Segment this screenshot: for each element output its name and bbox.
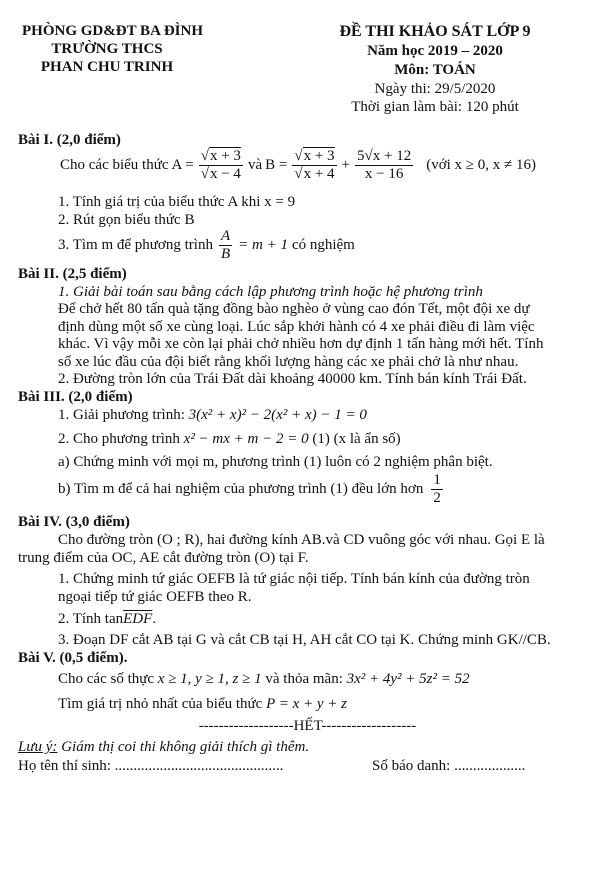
school-header	[22, 22, 203, 76]
bai3-heading: Bài III. (2,0 điểm)	[18, 389, 133, 405]
bai2-p2: định dùng một số xe cùng loại. Lúc sắp khởi hành có 4 xe phải điều đi làm việc	[58, 319, 535, 335]
bai2-heading: Bài II. (2,5 điểm)	[18, 266, 127, 282]
bai3-qb	[58, 472, 445, 508]
bai4-p1: Cho đường tròn (O ; R), hai đường kính AB.và CD vuông góc với nhau. Gọi E là	[58, 532, 545, 548]
bai1-expressions	[60, 148, 536, 184]
exam-date: Ngày thi: 29/5/2020	[374, 80, 496, 97]
bai5-p1-mid: và thỏa mãn:	[265, 671, 343, 687]
bai3-q2-pre: 2. Cho phương trình	[58, 431, 180, 447]
bai1-heading: Bài I. (2,0 điểm)	[18, 132, 121, 148]
ratio-eq: = m + 1	[238, 237, 288, 254]
note	[18, 738, 309, 757]
bai5-constraint: 3x² + 4y² + 5z² = 52	[346, 671, 470, 687]
ratio-den: B	[220, 246, 231, 263]
bai5-p2	[58, 695, 347, 714]
exam-title: ĐỀ THI KHẢO SÁT LỚP 9	[339, 23, 531, 40]
bai4-q2-end: .	[152, 611, 157, 627]
expr-b-t1-num: x + 3	[303, 148, 335, 164]
candidate-name: Họ tên thí sinh: .............................................	[18, 758, 284, 774]
angle-edf: $\overline{EDF}$	[123, 611, 153, 627]
exam-header	[300, 22, 570, 117]
expr-b-term2	[355, 148, 413, 184]
expr-b-term1	[292, 148, 336, 184]
bai3-q1	[58, 406, 367, 425]
bai3-q1-pre: 1. Giải phương trình:	[58, 407, 185, 423]
bai2-p3: khác. Vì vậy mỗi xe còn lại phải chở nhiều hơn dự định 1 tấn hàng mới hết. Tính	[58, 336, 544, 352]
bai5-condition: x ≥ 1, y ≥ 1, z ≥ 1	[157, 671, 262, 687]
and-word: và	[247, 157, 263, 174]
bai3-q2-post: (1) (x là ẩn số)	[312, 431, 401, 447]
school-year: Năm học 2019 – 2020	[367, 43, 503, 59]
expr-b-label: B =	[265, 157, 288, 174]
note-label: Lưu ý:	[18, 739, 58, 755]
bai1-q3-pre: 3. Tìm m để phương trình	[58, 237, 213, 254]
bai2-q1: 1. Giải bài toán sau bằng cách lập phương trình hoặc hệ phương trình	[58, 284, 483, 300]
expr-a-den: x − 4	[209, 166, 241, 183]
bai5-p2-pre: Tìm giá trị nhỏ nhất của biểu thức	[58, 696, 263, 712]
bai2-p1: Để chở hết 80 tấn quà tặng đồng bào nghèo ở vùng cao đón Tết, một đội xe dự	[58, 301, 530, 317]
expr-b-t2-den: x − 16	[364, 166, 404, 183]
plus-sign: +	[341, 157, 350, 174]
half-num: 1	[431, 472, 443, 490]
bai5-p1-pre: Cho các số thực	[58, 671, 155, 687]
exam-duration: Thời gian làm bài: 120 phút	[351, 99, 519, 116]
bai1-q3-post: có nghiệm	[291, 237, 355, 254]
bai1-q1: 1. Tính giá trị của biểu thức A khi x = 9	[58, 194, 296, 210]
bai3-qa: a) Chứng minh với mọi m, phương trình (1) luôn có 2 nghiệm phân biệt.	[58, 454, 493, 470]
expr-a-num: x + 3	[209, 148, 241, 164]
bai4-q2	[58, 610, 156, 629]
expr-b-t1-den: x + 4	[303, 166, 335, 183]
school-type: TRƯỜNG THCS	[51, 41, 163, 57]
expr-a-label: A =	[171, 157, 194, 174]
bai3-qb-text: b) Tìm m để cả hai nghiệm của phương trình (1) đều lớn hơn	[58, 481, 424, 498]
bai4-q1a: 1. Chứng minh tứ giác OEFB là tứ giác nội tiếp. Tính bán kính của đường tròn	[58, 571, 530, 587]
bai3-q1-equation: 3(x² + x)² − 2(x² + x) − 1 = 0	[188, 407, 367, 423]
bai3-q2	[58, 430, 401, 449]
expr-a-fraction	[199, 148, 243, 184]
bai4-p2: trung điểm của OC, AE cắt đường tròn (O) tại F.	[18, 550, 309, 566]
bai5-heading: Bài V. (0,5 điểm).	[18, 650, 128, 666]
school-name: PHAN CHU TRINH	[40, 59, 174, 75]
ratio-num: A	[219, 228, 232, 246]
bai4-q2-text: 2. Tính tan	[58, 611, 124, 627]
bai3-q2-equation: x² − mx + m − 2 = 0	[183, 431, 309, 447]
bai5-p1	[58, 670, 470, 689]
candidate-number: Số báo danh: ...................	[372, 758, 526, 774]
subject: Môn: TOÁN	[394, 61, 476, 78]
bai4-q3: 3. Đoạn DF cắt AB tại G và cắt CB tại H, AH cắt CO tại K. Chứng minh GK//CB.	[58, 632, 551, 648]
half-den: 2	[433, 490, 441, 507]
bai2-p4: số xe lúc đầu của đội biết rằng khối lượng hàng các xe phải chở là như nhau.	[58, 354, 519, 370]
bai1-q3	[58, 228, 355, 264]
department-name: PHÒNG GD&ĐT BA ĐÌNH	[22, 23, 203, 39]
bai2-q2: 2. Đường tròn lớn của Trái Đất dài khoảng 40000 km. Tính bán kính Trái Đất.	[58, 371, 527, 387]
domain-condition: (với x ≥ 0, x ≠ 16)	[426, 157, 537, 174]
note-text: Giám thị coi thi không giải thích gì thêm.	[61, 739, 310, 755]
ratio-fraction	[219, 228, 232, 264]
bai1-intro: Cho các biểu thức	[60, 157, 169, 174]
bai4-q1b: ngoại tiếp tứ giác OEFB theo R.	[58, 589, 252, 605]
expr-b-t2-num: 5√x + 12	[355, 148, 413, 166]
half-fraction	[431, 472, 443, 508]
end-marker: -------------------HẾT-------------------	[198, 718, 417, 734]
bai5-objective: P = x + y + z	[266, 696, 347, 712]
bai4-heading: Bài IV. (3,0 điểm)	[18, 514, 130, 530]
bai1-q2: 2. Rút gọn biểu thức B	[58, 212, 195, 228]
